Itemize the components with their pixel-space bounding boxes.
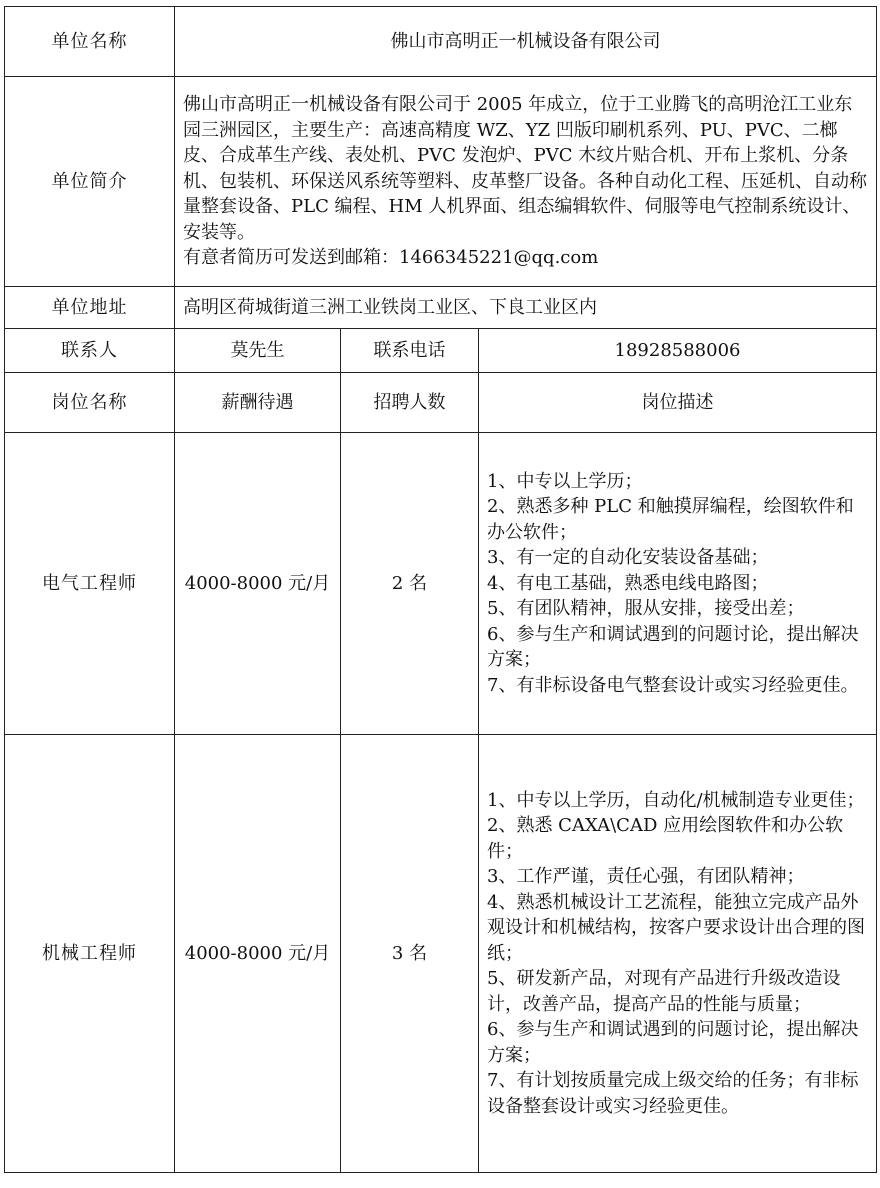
recruitment-table: [4, 6, 877, 1173]
contact-row: [5, 329, 877, 373]
company-name-row: [5, 7, 877, 77]
header-headcount: 招聘人数: [341, 373, 479, 433]
company-address-label: 单位地址: [5, 287, 175, 329]
header-description: 岗位描述: [479, 373, 877, 433]
requirement-item: 1、中专以上学历；: [487, 470, 643, 492]
job-headcount: 3 名: [341, 735, 479, 1173]
requirement-item: 4、有电工基础，熟悉电线电路图；: [487, 572, 769, 594]
requirement-item: 6、参与生产和调试遇到的问题讨论，提出解决方案；: [487, 623, 859, 671]
job-salary: 4000-8000 元/月: [184, 572, 331, 594]
job-description: [479, 735, 877, 1173]
phone-label: 联系电话: [341, 329, 479, 373]
table-header-row: [5, 373, 877, 433]
company-intro-label: 单位简介: [5, 77, 175, 287]
requirement-item: 7、有非标设备电气整套设计或实习经验更佳。: [487, 674, 859, 696]
company-intro-text: 佛山市高明正一机械设备有限公司于 2005 年成立，位于工业腾飞的高明沧江工业东园三洲园区，主要生产：高速高精度 WZ、YZ 凹版印刷机系列、PU、PVC、二榔皮、合成革生产线、表处机、PVC 发泡炉、PVC 木纹片贴合机、开布上浆机、分条机、包装机、环保送风系统等塑料、皮革整厂设备。各种自动化工程、压延机、自动称量整套设备、PLC 编程、HM 人机界面、组态编辑软件、伺服等电气控制系统设计、安装等。: [183, 94, 867, 243]
requirement-item: 7、有计划按质量完成上级交给的任务；有非标设备整套设计或实习经验更佳。: [487, 1070, 859, 1117]
company-name-label: 单位名称: [5, 7, 175, 77]
company-intro-row: [5, 77, 877, 287]
job-description: [479, 433, 877, 735]
requirement-item: 1、中专以上学历，自动化/机械制造专业更佳；: [487, 789, 865, 811]
company-address-value: 高明区荷城街道三洲工业铁岗工业区、下良工业区内: [175, 287, 877, 329]
job-headcount: 2 名: [341, 433, 479, 735]
requirement-item: 2、熟悉多种 PLC 和触摸屏编程，绘图软件和办公软件；: [487, 496, 854, 543]
job-salary-cell: [175, 433, 341, 735]
requirement-item: 2、熟悉 CAXA\CAD 应用绘图软件和办公软件；: [487, 815, 844, 862]
company-name-value: 佛山市高明正一机械设备有限公司: [175, 7, 877, 77]
requirement-item: 3、有一定的自动化安装设备基础；: [487, 547, 769, 569]
header-salary: 薪酬待遇: [175, 373, 341, 433]
job-title: 电气工程师: [5, 433, 175, 735]
requirement-item: 5、研发新产品，对现有产品进行升级改造设计，改善产品，提高产品的性能与质量；: [487, 968, 841, 1015]
job-title: 机械工程师: [5, 735, 175, 1173]
company-intro-cell: [175, 77, 877, 287]
company-address-row: [5, 287, 877, 329]
job-salary-cell: [175, 735, 341, 1173]
contact-name: 莫先生: [175, 329, 341, 373]
table-row: [5, 433, 877, 735]
contact-label: 联系人: [5, 329, 175, 373]
phone-value: 18928588006: [479, 329, 877, 373]
requirement-item: 3、工作严谨，责任心强，有团队精神；: [487, 866, 805, 888]
header-position: 岗位名称: [5, 373, 175, 433]
company-intro-email: 有意者简历可发送到邮箱：1466345221@qq.com: [183, 247, 599, 269]
job-salary: 4000-8000 元/月: [184, 942, 331, 964]
table-row: [5, 735, 877, 1173]
requirement-item: 6、参与生产和调试遇到的问题讨论，提出解决方案；: [487, 1019, 859, 1066]
requirement-item: 5、有团队精神，服从安排，接受出差；: [487, 598, 805, 620]
requirement-item: 4、熟悉机械设计工艺流程，能独立完成产品外观设计和机械结构，按客户要求设计出合理的图纸；: [487, 891, 865, 964]
